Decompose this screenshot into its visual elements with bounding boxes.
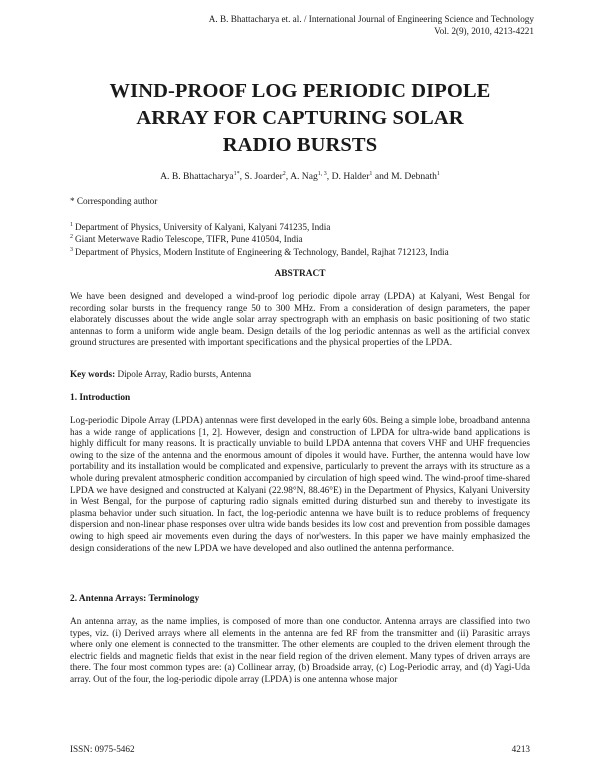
- keywords-text: Dipole Array, Radio bursts, Antenna: [115, 369, 252, 379]
- paper-title: [60, 78, 540, 159]
- title-line-3: RADIO BURSTS: [222, 134, 378, 156]
- running-head-journal: A. B. Bhattacharya et. al. / International Journal of Engineering Science and Technology: [208, 14, 534, 24]
- title-line-1: WIND-PROOF LOG PERIODIC DIPOLE: [109, 80, 491, 102]
- author: A. Nag$^{1, 3}$,: [290, 170, 332, 182]
- author: S. Joarder$^2$,: [244, 170, 291, 182]
- author: A. B. Bhattacharya$^{1*}$,: [160, 170, 245, 182]
- section-text-terminology: An antenna array, as the name implies, is composed of more than one conductor. Antenna arrays are classified into two types, viz. (i) Derived arrays where all elements in the antenna are fed RF from the transmitter and (ii) Parasitic arrays where only one element is connected to the transmitter. The other elements are coupled to the driven element through the electric fields and magnetic fields that exist in the near field region of the driven element. Many types of driven arrays are there. The four most common types are: (a) Collinear array, (b) Broadside array, (c) Log-Periodic array, and (d) Yagi-Uda array. Out of the four, the log-periodic dipole array (LPDA) is one antenna whose major: [70, 617, 530, 685]
- author: D. Halder$^1$ and: [331, 170, 392, 182]
- author: M. Debnath$^1$: [391, 170, 440, 182]
- running-head: [114, 13, 534, 37]
- section-heading-terminology: 2. Antenna Arrays: Terminology: [70, 594, 200, 604]
- section-text-introduction: Log-periodic Dipole Array (LPDA) antennas were first developed in the early 60s. Being a simple lobe, broadband antenna has a wide range of applications [1, 2]. However, design and construction of LPDA for ultra-wide band applications is highly difficult for many reasons. It is practically unviable to build LPDA antenna that covers VHF and UHF frequencies owing to the size of the antenna and the enormous amount of dipoles it would have. Further, the antenna would have low portability and its installation would be complicated and expensive, particularly to prevent the arrays with its structure as a whole during prevalent atmospheric condition accompanied by circulation of high speed wind. The wind-proof time-shared LPDA we have designed and constructed at Kalyani (22.98°N, 88.46°E) in the Department of Physics, Kalyani University in West Bengal, for the purpose of capturing radio signals emitted during disturbed sun and thereby to investigate its plasma behavior under such situation. In fact, the log-periodic antenna we have built is to reduce problems of frequency dispersion and non-linear phase responses over ultra wide bands besides its low cost and prevention from possible damages owing to high speed air movements even during the days of nor'westers. In this paper we have mainly emphasized the design considerations of the new LPDA we have developed and also outlined the antenna performance.: [70, 416, 530, 554]
- abstract-text: We have been designed and developed a wind-proof log periodic dipole array (LPDA) at Kalyani, West Bengal for recording solar bursts in the frequency range 50 to 300 MHz. From a consideration of design parameters, the paper elaborately discusses about the wide angle solar array spectrograph with an emphasis on basic positioning of two static antennas to form a uniform wide angle beam. Design details of the log periodic antennas as well as the artificial convex ground structures are presented with important specifications and the physical properties of the LPDA.: [70, 292, 530, 348]
- running-head-volume: Vol. 2(9), 2010, 4213-4221: [434, 26, 534, 36]
- corresponding-author-note: * Corresponding author: [70, 196, 158, 206]
- affiliation: $^2$ Giant Meterwave Radio Telescope, TIFR, Pune 410504, India: [70, 234, 303, 245]
- keywords: [70, 368, 251, 380]
- affiliation: $^1$ Department of Physics, University of Kalyani, Kalyani 741235, India: [70, 221, 331, 232]
- title-line-2: ARRAY FOR CAPTURING SOLAR: [136, 107, 464, 129]
- affiliation-list: [70, 221, 449, 258]
- footer-issn: ISSN: 0975-5462: [70, 744, 135, 754]
- keywords-label: Key words:: [70, 369, 116, 379]
- author-list: [60, 171, 540, 183]
- section-heading-introduction: 1. Introduction: [70, 393, 131, 403]
- affiliation: $^3$ Department of Physics, Modern Institute of Engineering & Technology, Bandel, Rajhat 712123, India: [70, 246, 449, 257]
- abstract-heading: ABSTRACT: [274, 269, 326, 279]
- footer-page-number: 4213: [511, 744, 530, 754]
